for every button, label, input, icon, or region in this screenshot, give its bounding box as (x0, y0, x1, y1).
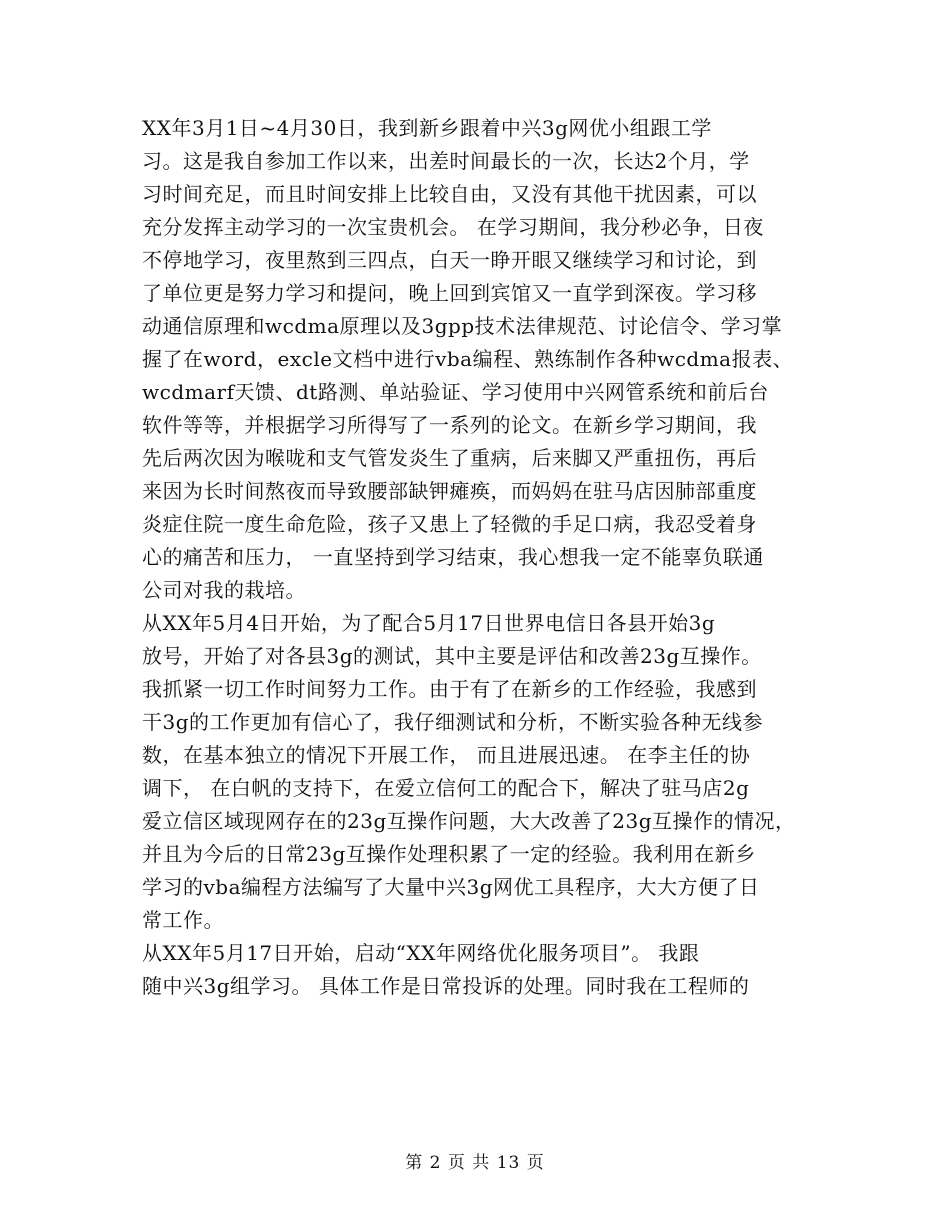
text-line: 爱立信区域现网存在的23g互操作问题，大大改善了23g互操作的情况， (142, 809, 796, 833)
text-line: 动通信原理和wcdma原理以及3gpp技术法律规范、讨论信令、学习掌 (142, 314, 783, 338)
text-line: 学习的vba编程方法编写了大量中兴3g网优工具程序，大大方便了日 (142, 875, 760, 899)
text-line: 随中兴3g组学习。 具体工作是日常投诉的处理。同时我在工程师的 (142, 974, 750, 998)
text-line: 握了在word，excle文档中进行vba编程、熟练制作各种wcdma报表、 (142, 347, 794, 371)
text-line: 心的痛苦和压力， 一直坚持到学习结束，我心想我一定不能辜负联通 (142, 545, 764, 569)
text-line: 调下， 在白帆的支持下，在爱立信何工的配合下，解决了驻马店2g (142, 776, 750, 800)
text-line: 常工作。 (142, 908, 224, 932)
text-line: wcdmarf天馈、dt路测、单站验证、学习使用中兴网管系统和前后台 (142, 380, 769, 404)
text-line: 我抓紧一切工作时间努力工作。由于有了在新乡的工作经验，我感到 (142, 677, 757, 701)
text-line: 干3g的工作更加有信心了，我仔细测试和分析，不断实验各种无线参 (142, 710, 764, 734)
text-line: 数，在基本独立的情况下开展工作， 而且进展迅速。 在李主任的协 (142, 743, 751, 767)
text-line: 放号，开始了对各县3g的测试，其中主要是评估和改善23g互操作。 (142, 644, 762, 668)
text-line: 习时间充足，而且时间安排上比较自由，又没有其他干扰因素，可以 (142, 182, 757, 206)
text-line: 先后两次因为喉咙和支气管发炎生了重病，后来脚又严重扭伤，再后 (142, 446, 757, 470)
text-line: 了单位更是努力学习和提问，晚上回到宾馆又一直学到深夜。学习移 (142, 281, 757, 305)
text-line: 炎症住院一度生命危险，孩子又患上了轻微的手足口病，我忍受着身 (142, 512, 757, 536)
text-line: 软件等等，并根据学习所得写了一系列的论文。在新乡学习期间，我 (142, 413, 757, 437)
text-line: 习。这是我自参加工作以来，出差时间最长的一次，长达2个月，学 (142, 149, 750, 173)
text-line: 公司对我的栽培。 (142, 578, 306, 602)
text-line: 充分发挥主动学习的一次宝贵机会。 在学习期间，我分秒必争，日夜 (142, 215, 764, 239)
text-line: 并且为今后的日常23g互操作处理积累了一定的经验。我利用在新乡 (142, 842, 756, 866)
text-line: 不停地学习，夜里熬到三四点，白天一睁开眼又继续学习和讨论，到 (142, 248, 757, 272)
text-line: 来因为长时间熬夜而导致腰部缺钾瘫痪，而妈妈在驻马店因肺部重度 (142, 479, 757, 503)
text-line: 从XX年5月4日开始，为了配合5月17日世界电信日各县开始3g (142, 611, 716, 635)
page-footer: 第 2 页 共 13 页 (405, 1153, 545, 1173)
text-line: XX年3月1日~4月30日，我到新乡跟着中兴3g网优小组跟工学 (142, 116, 712, 140)
text-line: 从XX年5月17日开始，启动“XX年网络优化服务项目”。 我跟 (142, 941, 700, 965)
